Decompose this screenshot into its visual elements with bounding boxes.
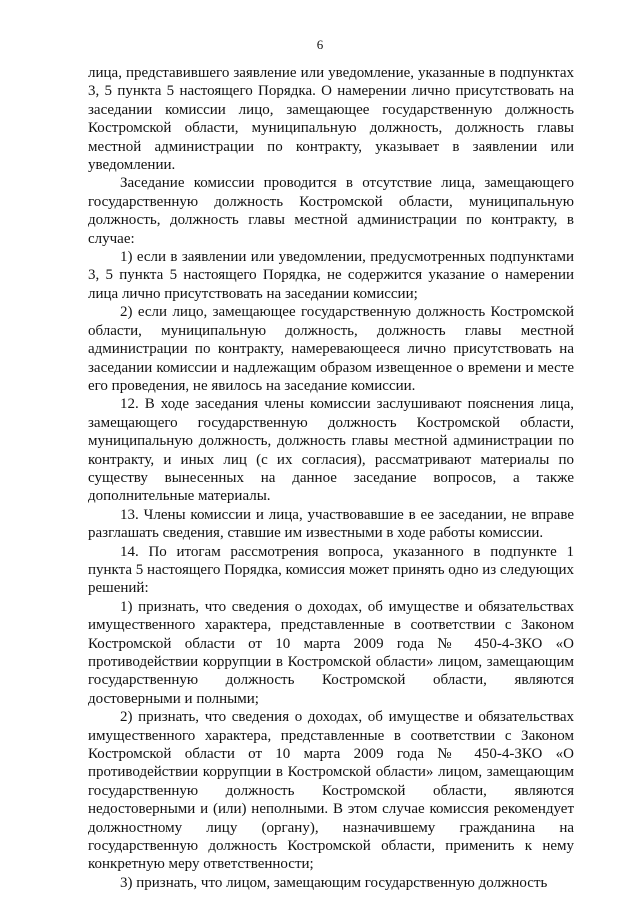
paragraph: 1) признать, что сведения о доходах, об имуществе и обязательствах имущественного характера, представленные в соответствии с Законом Костромской области от 10 марта 2009 года № 450-4-ЗКО «О противодействии коррупции в Костромской области» лицом, замещающим государственную должность Костромской области, являются достоверными и полными; <box>88 598 574 707</box>
paragraph: 2) если лицо, замещающее государственную должность Костромской области, муниципальную должность, должность главы местной администрации по контракту, намеревающееся лично присутствовать на заседании комиссии и надлежащим образом извещенное о времени и месте его проведения, не явилось на заседание комиссии. <box>88 304 574 394</box>
paragraph: лица, представившего заявление или уведомление, указанные в подпунктах 3, 5 пункта 5 настоящего Порядка. О намерении лично присутствовать на заседании комиссии лицо, замещающее государственную должность Костромской области, муниципальную должность, должность главы местной администрации по контракту, указывает в заявлении или уведомлении. <box>88 65 574 174</box>
paragraph: 14. По итогам рассмотрения вопроса, указанного в подпункте 1 пункта 5 настоящего Порядка, комиссия может принять одно из следующих решений: <box>88 543 574 597</box>
paragraph: Заседание комиссии проводится в отсутствие лица, замещающего государственную должность Костромской области, муниципальную должность, должность главы местной администрации по контракту, в случае: <box>88 175 574 247</box>
paragraph: 3) признать, что лицом, замещающим государственную должность <box>120 874 548 891</box>
paragraph: 12. В ходе заседания члены комиссии заслушивают пояснения лица, замещающего государственную должность Костромской области, муниципальную должность, должность главы местной администрации по контракту, и иных лиц (с их согласия), рассматривают материалы по существу вынесенных на данное заседание вопросов, а также дополнительные материалы. <box>88 396 574 505</box>
paragraph: 1) если в заявлении или уведомлении, предусмотренных подпунктами 3, 5 пункта 5 настоящего Порядка, не содержится указание о намерении лица лично присутствовать на заседании комиссии; <box>88 249 574 302</box>
page-number: 6 <box>316 37 324 52</box>
paragraph: 13. Члены комиссии и лица, участвовавшие в ее заседании, не вправе разглашать сведения, ставшие им известными в ходе работы комиссии. <box>88 506 574 542</box>
document-body <box>88 64 574 892</box>
paragraph: 2) признать, что сведения о доходах, об имуществе и обязательствах имущественного характера, представленные в соответствии с Законом Костромской области от 10 марта 2009 года № 450-4-ЗКО «О противодействии коррупции в Костромской области» лицом, замещающим государственную должность Костромской области, являются недостоверными и (или) неполными. В этом случае комиссия рекомендует должностному лицу (органу), назначившему гражданина на государственную должность Костромской области, применить к нему конкретную меру ответственности; <box>88 709 574 873</box>
